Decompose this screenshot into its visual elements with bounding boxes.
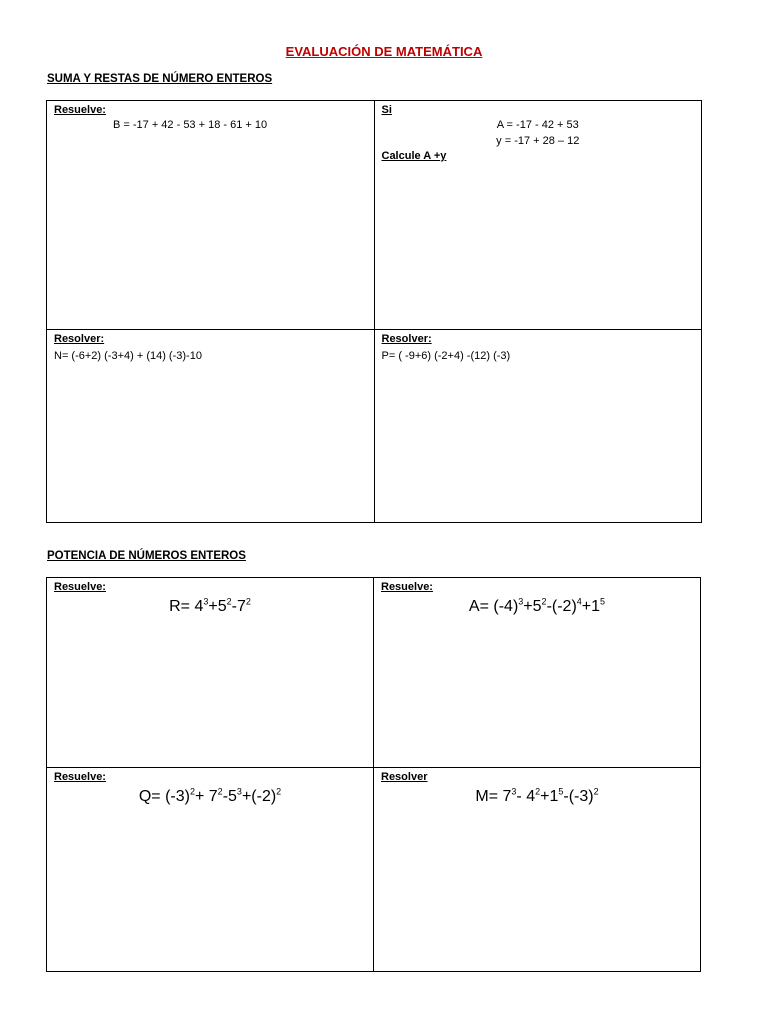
exercise-expression-a-power: $A= (-4)^3+5^2-(-2)^4+1^5$ [468, 596, 606, 615]
exercise-instruction: Calcule A +y [381, 150, 447, 162]
exercise-label: Resolver: [54, 333, 105, 345]
exercise-expression-p: P= ( -9+6) (-2+4) -(12) (-3) [381, 350, 511, 362]
exercise-expression-b: B = -17 + 42 - 53 + 18 - 61 + 10 [113, 119, 268, 131]
page-title: EVALUACIÓN DE MATEMÁTICA [285, 44, 483, 59]
exercise-expression-m: $M= 7^3-$ $4^2+1^5-(-3)^2$ [475, 786, 599, 805]
exercise-label: Resolver [381, 771, 428, 783]
exercise-label: Resuelve: [54, 771, 106, 783]
exercise-cell-m [374, 768, 701, 972]
exercise-label: Resuelve: [381, 581, 433, 593]
exercise-cell-b [47, 101, 375, 330]
section-heading-powers: POTENCIA DE NÚMEROS ENTEROS [47, 550, 246, 562]
exercise-label: Resuelve: [54, 581, 106, 593]
exercise-expression-r: $R= 4^3+5^2-7^2$ [169, 596, 251, 615]
exercise-label: Resuelve: [54, 104, 106, 116]
exercise-cell-p [374, 330, 702, 523]
exercise-expression-n: N= (-6+2) (-3+4) + (14) (-3)-10 [54, 350, 202, 362]
exercise-label: Si [381, 104, 392, 116]
exercise-cell-r [47, 578, 374, 768]
powers-exercise-grid [46, 577, 701, 972]
exercise-expression-y: y = -17 + 28 – 12 [496, 135, 580, 147]
exercise-label: Resolver: [381, 333, 432, 345]
exercise-cell-n [47, 330, 375, 523]
exercise-cell-a-power [374, 578, 701, 768]
exercise-cell-q [47, 768, 374, 972]
exercise-expression-a: A = -17 - 42 + 53 [496, 119, 579, 131]
section-heading-sums: SUMA Y RESTAS DE NÚMERO ENTEROS [47, 73, 273, 85]
exercise-expression-q: $Q= (-3)^2+ 7^2-5^3+(-2)^2$ [138, 786, 282, 805]
sums-exercise-grid [46, 100, 702, 523]
exercise-cell-a-y [374, 101, 702, 330]
